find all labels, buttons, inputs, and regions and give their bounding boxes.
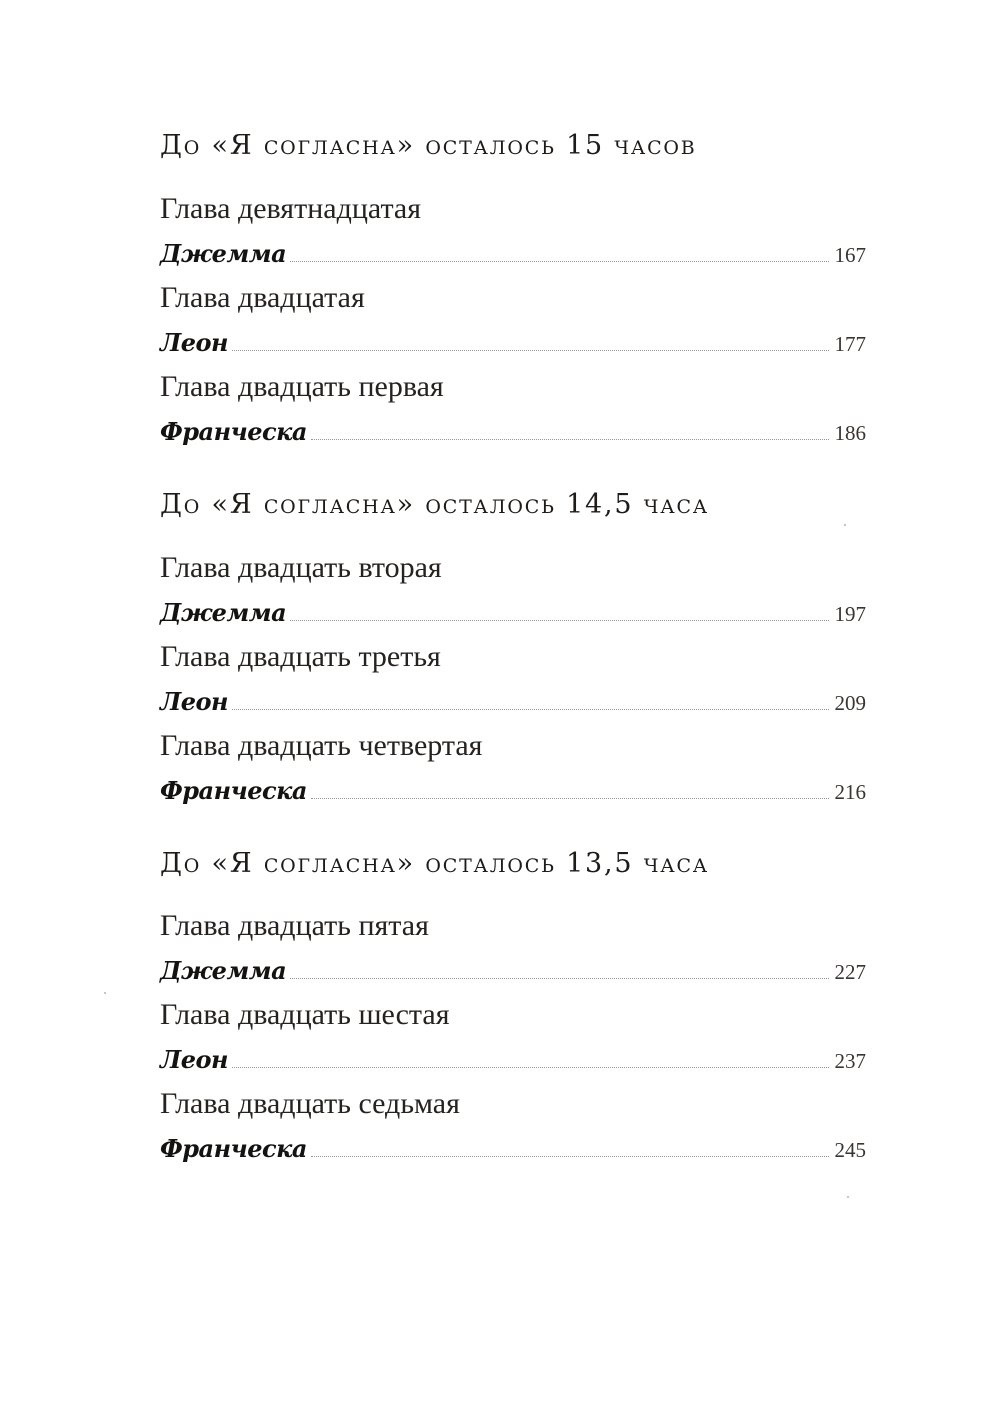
chapter-title: Глава двадцать пятая xyxy=(160,909,429,942)
narrator-name: Леон xyxy=(160,1045,228,1074)
dot-leader xyxy=(290,620,828,621)
toc-entry[interactable] xyxy=(160,591,866,625)
toc-entry[interactable] xyxy=(160,1038,866,1072)
toc-entry[interactable] xyxy=(160,769,866,803)
print-speck xyxy=(844,524,846,526)
page-number: 216 xyxy=(834,780,866,804)
narrator-name: Джемма xyxy=(160,598,287,627)
dot-leader xyxy=(311,439,829,440)
page-number: 177 xyxy=(834,332,866,356)
section-heading: До «Я согласна» осталось 14,5 часа xyxy=(160,489,709,520)
narrator-name: Франческа xyxy=(160,776,307,805)
dot-leader xyxy=(311,798,829,799)
chapter-title: Глава двадцать первая xyxy=(160,370,444,403)
chapter-title: Глава двадцать вторая xyxy=(160,551,442,584)
dot-leader xyxy=(290,978,828,979)
print-speck xyxy=(847,1196,849,1198)
section-heading: До «Я согласна» осталось 15 часов xyxy=(160,130,697,161)
narrator-name: Леон xyxy=(160,687,228,716)
dot-leader xyxy=(232,1067,829,1068)
section-heading: До «Я согласна» осталось 13,5 часа xyxy=(160,848,709,879)
chapter-title: Глава двадцать третья xyxy=(160,640,441,673)
page-number: 167 xyxy=(834,243,866,267)
page-number: 227 xyxy=(834,960,866,984)
page-number: 186 xyxy=(834,421,866,445)
dot-leader xyxy=(290,261,828,262)
toc-entry[interactable] xyxy=(160,410,866,444)
narrator-name: Франческа xyxy=(160,1134,307,1163)
chapter-title: Глава девятнадцатая xyxy=(160,192,422,225)
dot-leader xyxy=(311,1156,829,1157)
chapter-title: Глава двадцать четвертая xyxy=(160,729,483,762)
page-number: 237 xyxy=(834,1049,866,1073)
toc-entry[interactable] xyxy=(160,321,866,355)
chapter-title: Глава двадцатая xyxy=(160,281,365,314)
toc-entry[interactable] xyxy=(160,232,866,266)
narrator-name: Джемма xyxy=(160,239,287,268)
page-number: 197 xyxy=(834,602,866,626)
toc-entry[interactable] xyxy=(160,680,866,714)
page-number: 245 xyxy=(834,1138,866,1162)
dot-leader xyxy=(232,350,829,351)
chapter-title: Глава двадцать седьмая xyxy=(160,1087,460,1120)
toc-entry[interactable] xyxy=(160,1127,866,1161)
narrator-name: Франческа xyxy=(160,417,307,446)
narrator-name: Леон xyxy=(160,328,228,357)
toc-entry[interactable] xyxy=(160,949,866,983)
print-speck xyxy=(104,992,106,994)
chapter-title: Глава двадцать шестая xyxy=(160,998,450,1031)
narrator-name: Джемма xyxy=(160,956,287,985)
dot-leader xyxy=(232,709,829,710)
page-number: 209 xyxy=(834,691,866,715)
